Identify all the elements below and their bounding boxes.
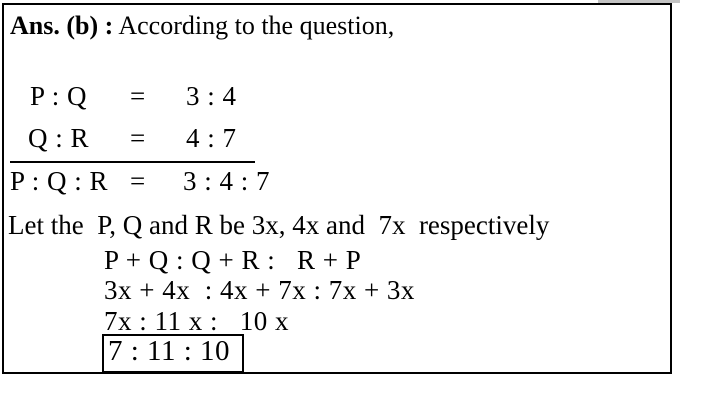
- final-answer-text: 7 : 11 : 10: [108, 335, 231, 367]
- equals-sign: =: [130, 81, 146, 111]
- work-line-simplified: 7x : 11 x : 10 x: [104, 306, 290, 336]
- answer-label: Ans. (b) :: [10, 11, 114, 40]
- equation-rhs: 3 : 4 : 7: [183, 166, 271, 196]
- work-line-symbols: P + Q : Q + R : R + P: [104, 245, 362, 275]
- equals-sign: =: [130, 166, 146, 196]
- summation-rule-line: [10, 161, 255, 163]
- equation-rhs: 3 : 4: [186, 81, 237, 111]
- equation-lhs: Q : R: [28, 123, 90, 153]
- heading-text: According to the question,: [113, 11, 395, 40]
- answer-heading: [10, 10, 394, 41]
- equation-lhs: P : Q: [30, 81, 88, 111]
- work-line-substitution: 3x + 4x : 4x + 7x : 7x + 3x: [104, 275, 415, 305]
- final-answer-box: [102, 334, 244, 373]
- equation-lhs: P : Q : R: [10, 166, 109, 196]
- assumption-line: Let the P, Q and R be 3x, 4x and 7x respectively: [8, 210, 550, 240]
- solution-frame: [2, 3, 672, 374]
- equation-rhs: 4 : 7: [186, 123, 237, 153]
- equals-sign: =: [130, 123, 146, 153]
